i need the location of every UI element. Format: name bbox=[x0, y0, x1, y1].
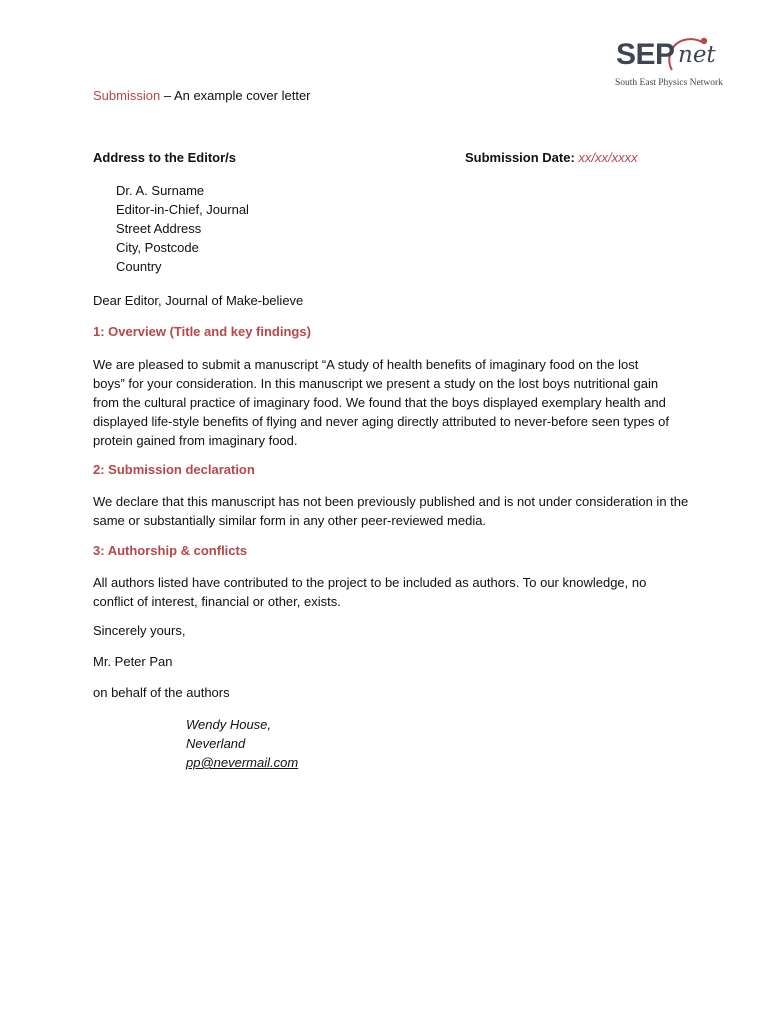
submission-date-label: Submission Date: bbox=[465, 150, 579, 165]
title-rest: – An example cover letter bbox=[160, 88, 311, 103]
section-heading-declaration: 2: Submission declaration bbox=[93, 462, 255, 477]
signature-line: Wendy House, bbox=[186, 717, 272, 732]
section-heading-overview: 1: Overview (Title and key findings) bbox=[93, 324, 311, 339]
address-line: Editor-in-Chief, Journal bbox=[116, 202, 249, 217]
signature-line: Neverland bbox=[186, 736, 246, 751]
submission-date bbox=[465, 150, 638, 165]
logo-subtitle: South East Physics Network bbox=[615, 78, 723, 88]
email-link[interactable]: pp@nevermail.com bbox=[186, 755, 299, 770]
closing: Sincerely yours, bbox=[93, 623, 186, 638]
on-behalf-line: on behalf of the authors bbox=[93, 685, 230, 700]
salutation: Dear Editor, Journal of Make-believe bbox=[93, 293, 304, 308]
logo-wordmark-net: net bbox=[678, 42, 716, 68]
section-body-declaration: We declare that this manuscript has not been previously published and is not under consideration in the same or substantially similar form in any other peer-reviewed media. bbox=[93, 494, 689, 528]
sepnet-logo bbox=[612, 36, 737, 94]
address-line: City, Postcode bbox=[116, 240, 199, 255]
signature-block bbox=[186, 715, 298, 772]
title-prefix: Submission bbox=[93, 88, 161, 103]
signer-name: Mr. Peter Pan bbox=[93, 654, 173, 669]
logo-wordmark-sep: SEP bbox=[616, 38, 675, 71]
editor-address bbox=[116, 181, 249, 276]
address-line: Country bbox=[116, 259, 162, 274]
page-title bbox=[93, 88, 311, 103]
submission-date-value: xx/xx/xxxx bbox=[578, 150, 638, 165]
address-heading: Address to the Editor/s bbox=[93, 150, 237, 165]
section-body-overview: We are pleased to submit a manuscript “A study of health benefits of imaginary food on the lost boys” for your consideration. In this manuscript we present a study on the lost boys nutritional gain from the cultural practice of imaginary food. We found that the boys displayed exemplary health and displayed life-style benefits of flying and never aging directly attributed to never-before seen types of protein gained from imaginary food. bbox=[93, 357, 669, 448]
address-line: Street Address bbox=[116, 221, 202, 236]
section-body-authorship: All authors listed have contributed to the project to be included as authors. To our knowledge, no conflict of interest, financial or other, exists. bbox=[93, 575, 647, 609]
address-line: Dr. A. Surname bbox=[116, 183, 205, 198]
section-heading-authorship: 3: Authorship & conflicts bbox=[93, 543, 248, 558]
